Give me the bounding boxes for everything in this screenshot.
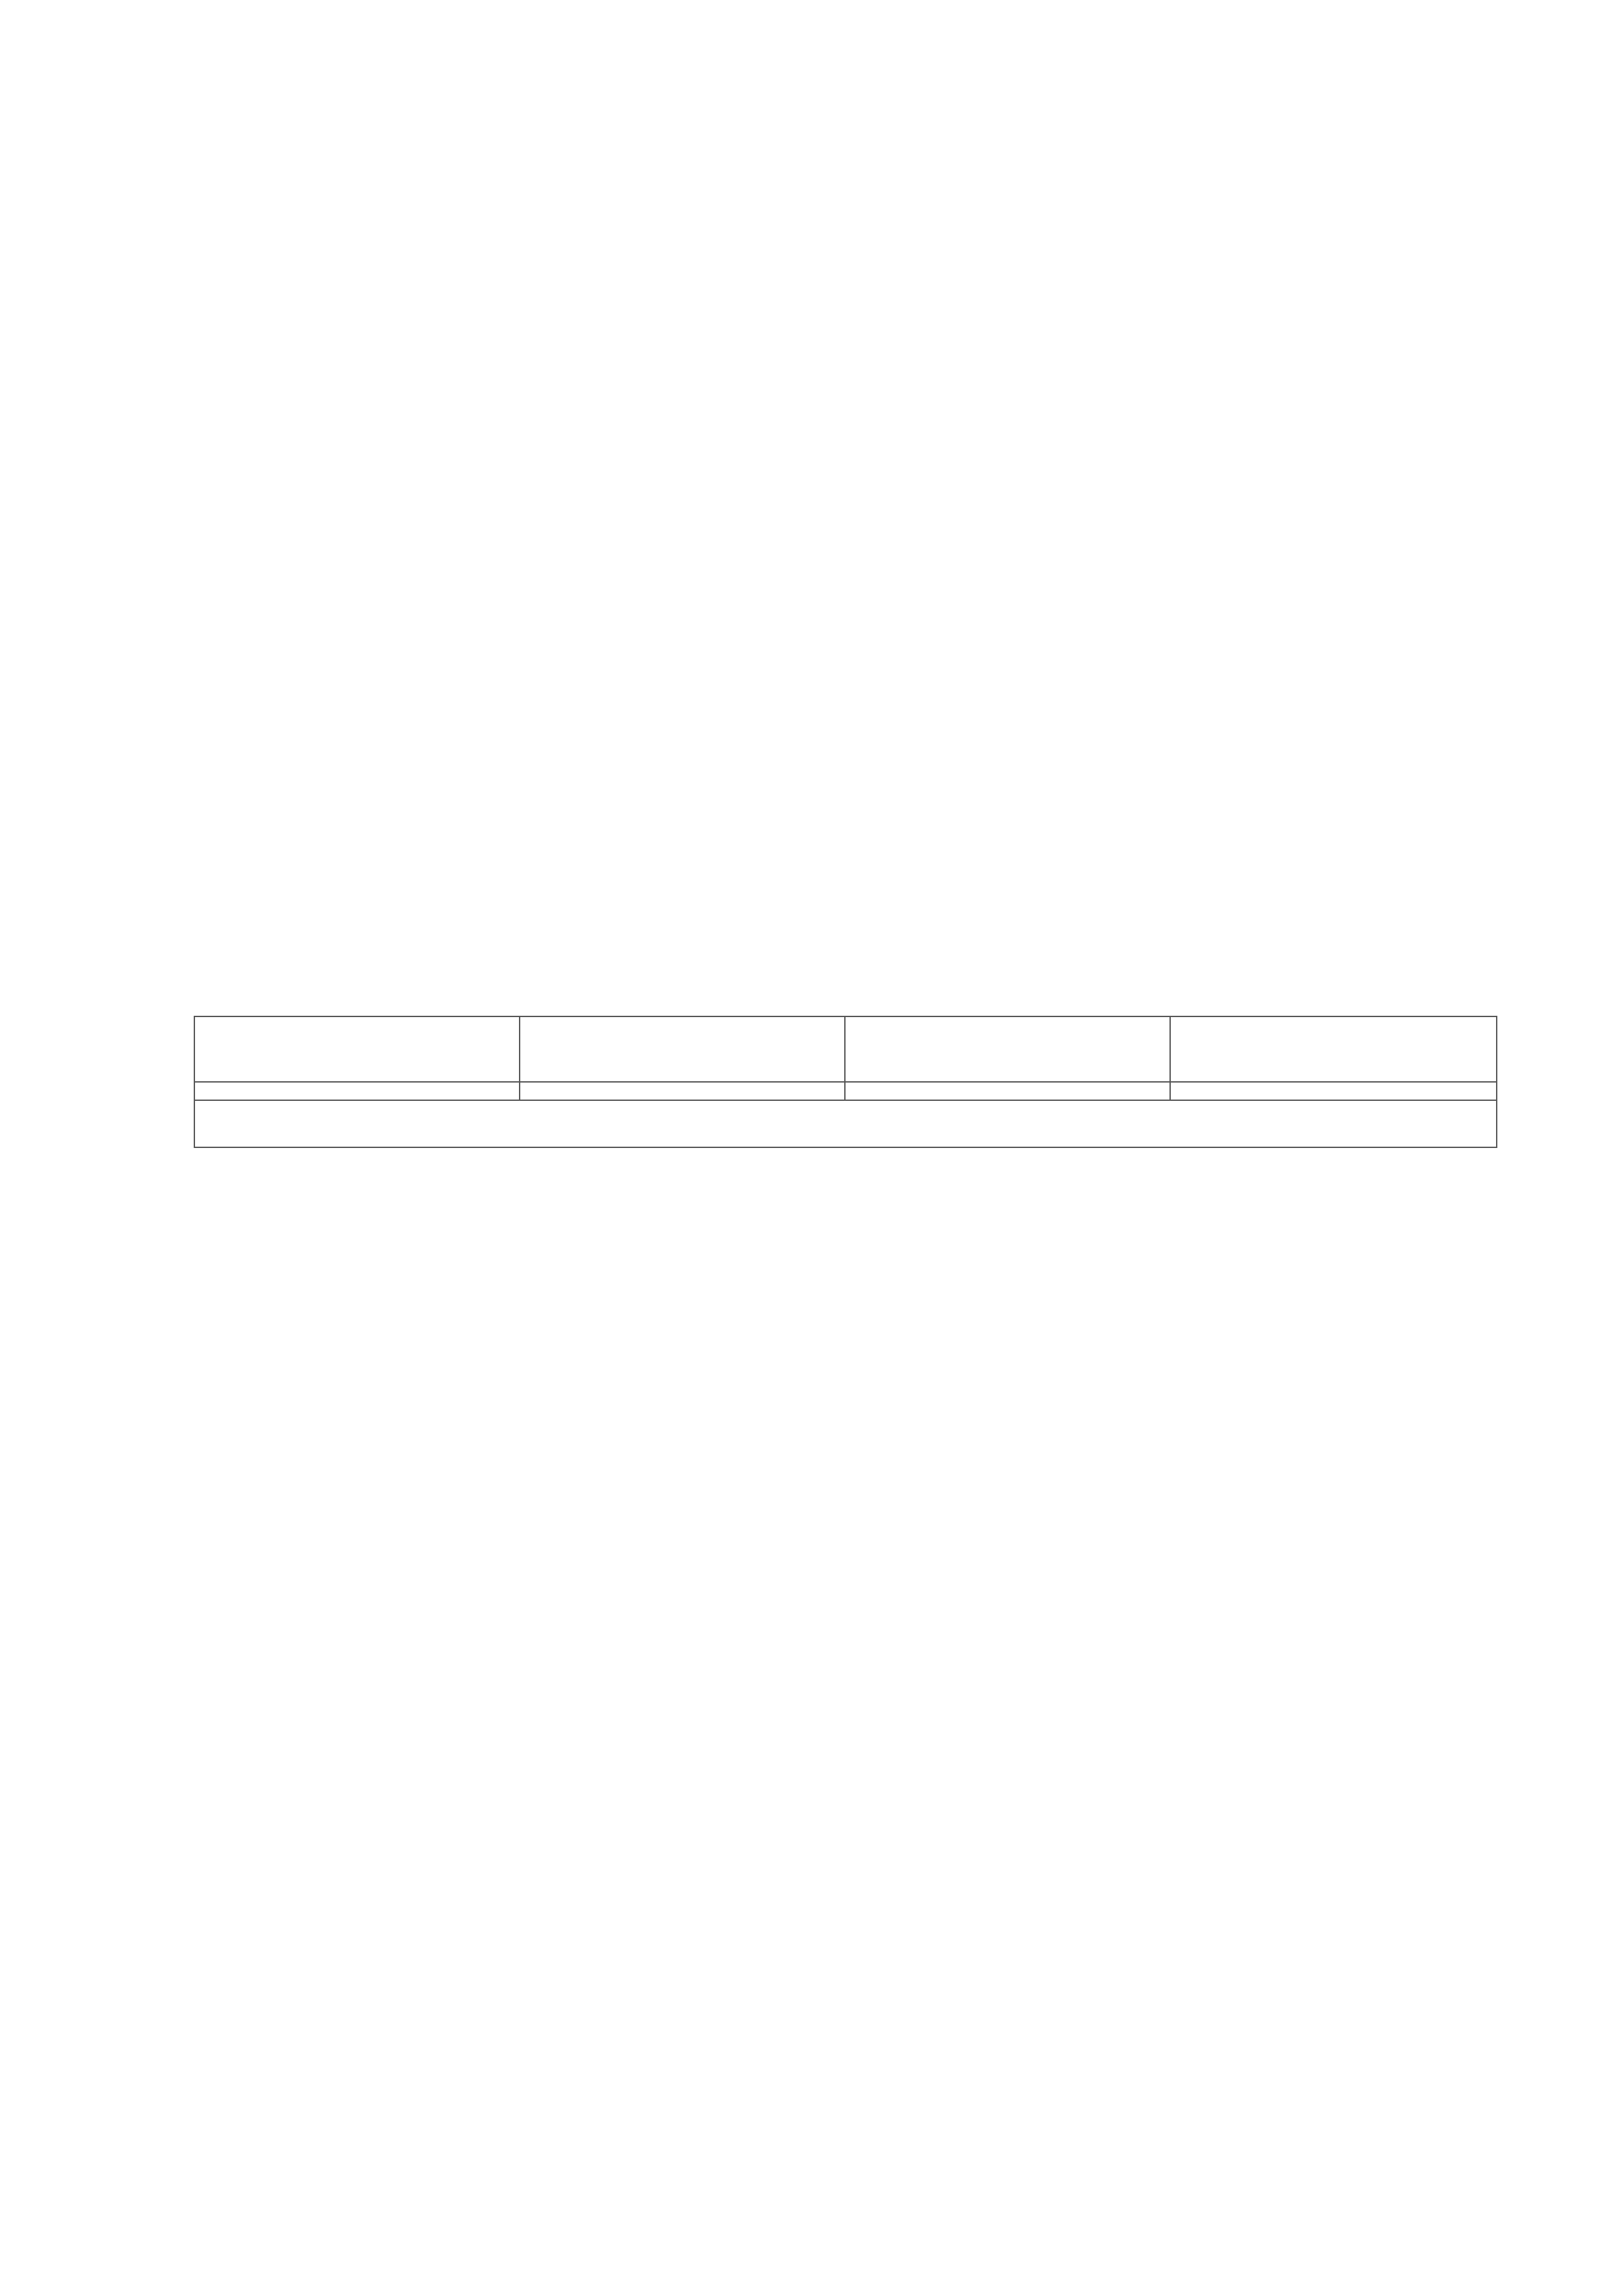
header-quantity-containers-2 [845,1016,1170,1082]
column-sample-counts-2 [1170,1082,1497,1100]
column-containers-ranges-1 [194,1082,520,1100]
header-quantity-samples-1 [520,1016,846,1082]
header-quantity-containers-1 [194,1016,520,1082]
table-2 [194,1016,1497,1148]
header-quantity-samples-2 [1170,1016,1497,1082]
column-containers-ranges-2 [845,1082,1170,1100]
table-footnote [194,1100,1497,1147]
table-header-row [194,1016,1497,1082]
column-sample-counts-1 [520,1082,846,1100]
